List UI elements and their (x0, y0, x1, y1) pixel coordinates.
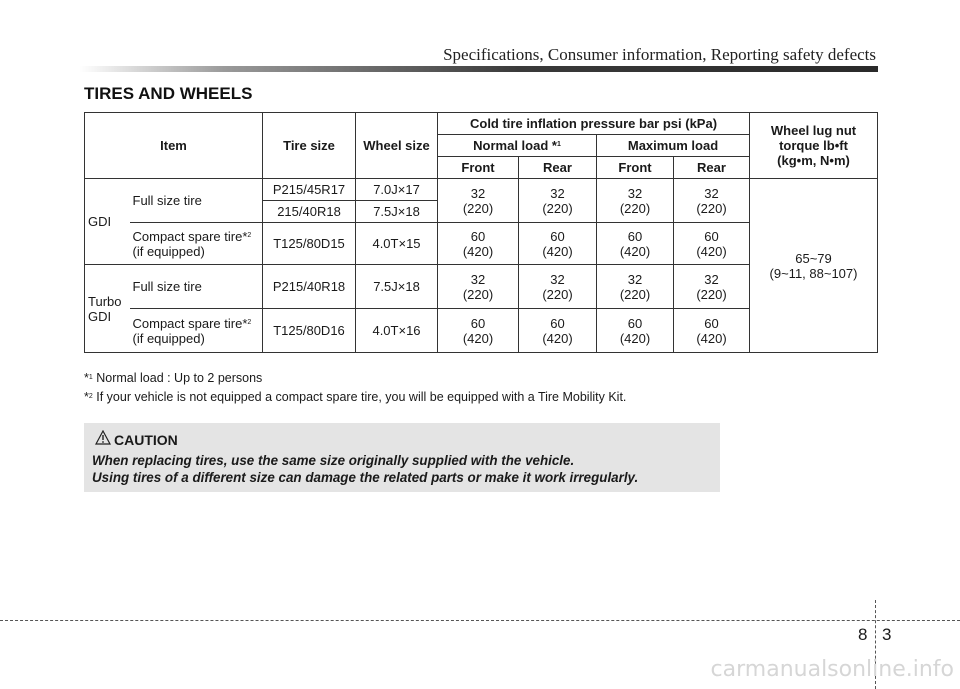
row-full-size-label: Full size tire (130, 179, 263, 223)
compact-label: Compact spare tire* (132, 315, 248, 331)
caution-box (84, 423, 720, 492)
header-lug-torque (750, 113, 878, 179)
kpa-value: (420) (542, 243, 573, 259)
compact-if-equipped: (if equipped) (132, 243, 205, 259)
row-compact-label (130, 223, 263, 265)
table-cell (438, 179, 519, 223)
table-cell: 4.0T×15 (356, 223, 438, 265)
row-compact-label (130, 309, 263, 353)
table-cell (674, 179, 750, 223)
watermark: carmanualsonline.info (710, 657, 954, 682)
table-cell (597, 179, 674, 223)
page-title: TIRES AND WHEELS (84, 84, 253, 103)
caution-title: CAUTION (114, 432, 178, 448)
psi-value: 60 (704, 315, 719, 331)
header-lug-line1: Wheel lug nut (770, 123, 857, 138)
footnotes (84, 369, 626, 407)
psi-value: 32 (470, 185, 486, 201)
caution-body (92, 452, 718, 486)
table-cell: 4.0T×16 (356, 309, 438, 353)
table-cell: 215/40R18 (263, 201, 356, 223)
lug-torque-value (750, 179, 878, 353)
psi-value: 60 (470, 315, 486, 331)
psi-value: 60 (550, 315, 565, 331)
psi-value: 32 (550, 185, 565, 201)
compact-label: Compact spare tire* (132, 228, 248, 244)
page-number: 3 (882, 625, 892, 644)
kpa-value: (420) (462, 330, 494, 346)
footnote-2 (84, 388, 626, 407)
row-full-size-label: Full size tire (130, 265, 263, 309)
normal-load-label: Normal load * (473, 138, 557, 153)
header-normal-load (438, 135, 597, 157)
table-cell (597, 223, 674, 265)
psi-value: 32 (550, 271, 565, 287)
header-rear-normal: Rear (519, 157, 597, 179)
header-rear-max: Rear (674, 157, 750, 179)
kpa-value: (220) (542, 286, 573, 302)
footnote-text: Normal load : Up to 2 persons (92, 371, 263, 385)
table-cell (674, 223, 750, 265)
turbo-label: Turbo (88, 293, 122, 309)
kpa-value: (220) (619, 200, 651, 216)
table-cell (674, 265, 750, 309)
kpa-value: (420) (462, 243, 494, 259)
row-group-turbo-gdi (85, 265, 130, 353)
kpa-value: (220) (696, 286, 727, 302)
psi-value: 60 (550, 228, 565, 244)
table-cell (519, 223, 597, 265)
kpa-value: (220) (462, 200, 494, 216)
kpa-value: (220) (696, 200, 727, 216)
header-front-normal: Front (438, 157, 519, 179)
header-max-load: Maximum load (597, 135, 750, 157)
header-cold-pressure: Cold tire inflation pressure bar psi (kPa) (438, 113, 750, 135)
psi-value: 32 (627, 185, 643, 201)
caution-line-2: Using tires of a different size can damage the related parts or make it work irregularly. (92, 470, 639, 485)
lug-value-line2: (9~11, 88~107) (769, 265, 858, 281)
footnote-1 (84, 369, 626, 388)
kpa-value: (420) (542, 330, 573, 346)
header-tire-size: Tire size (263, 113, 356, 179)
footer-rule (0, 620, 960, 621)
compact-sup: 2 (247, 231, 252, 239)
header-lug-line2: torque lb•ft (779, 138, 848, 153)
psi-value: 60 (470, 228, 486, 244)
section-header: Specifications, Consumer information, Reporting safety defects (443, 45, 876, 64)
kpa-value: (220) (542, 200, 573, 216)
psi-value: 32 (627, 271, 643, 287)
psi-value: 32 (704, 271, 719, 287)
table-cell (438, 309, 519, 353)
compact-sup: 2 (247, 318, 252, 326)
row-group-gdi: GDI (85, 179, 130, 265)
kpa-value: (220) (619, 286, 651, 302)
chapter-number: 8 (858, 625, 868, 644)
table-cell: P215/45R17 (263, 179, 356, 201)
psi-value: 32 (704, 185, 719, 201)
table-cell: P215/40R18 (263, 265, 356, 309)
table-cell: 7.5J×18 (356, 201, 438, 223)
kpa-value: (420) (696, 243, 727, 259)
table-cell: 7.0J×17 (356, 179, 438, 201)
turbo-gdi-label: GDI (88, 308, 112, 324)
header-lug-line3: (kg•m, N•m) (777, 153, 850, 168)
table-cell: 7.5J×18 (356, 265, 438, 309)
table-cell (438, 223, 519, 265)
lug-value-line1: 65~79 (795, 250, 832, 266)
table-cell (597, 309, 674, 353)
table-cell: T125/80D15 (263, 223, 356, 265)
table-cell (438, 265, 519, 309)
kpa-value: (420) (619, 330, 651, 346)
header-front-max: Front (597, 157, 674, 179)
psi-value: 60 (704, 228, 719, 244)
header-item: Item (85, 113, 263, 179)
header-wheel-size: Wheel size (356, 113, 438, 179)
kpa-value: (220) (462, 286, 494, 302)
kpa-value: (420) (619, 243, 651, 259)
psi-value: 32 (470, 271, 486, 287)
footnote-mark: * (84, 390, 89, 404)
table-cell (519, 179, 597, 223)
kpa-value: (420) (696, 330, 727, 346)
table-cell (519, 265, 597, 309)
table-cell (674, 309, 750, 353)
psi-value: 60 (627, 315, 643, 331)
caution-line-1: When replacing tires, use the same size originally supplied with the vehicle. (92, 453, 575, 468)
footnote-mark: * (84, 371, 89, 385)
normal-load-sup: 1 (556, 141, 561, 148)
footnote-sup: 1 (88, 374, 93, 381)
footnote-text: If your vehicle is not equipped a compact spare tire, you will be equipped with a Tire Mobility Kit. (92, 390, 627, 404)
table-cell (597, 265, 674, 309)
psi-value: 60 (627, 228, 643, 244)
footnote-sup: 2 (88, 393, 93, 400)
warning-triangle-icon (95, 430, 111, 445)
compact-if-equipped: (if equipped) (132, 330, 205, 346)
header-rule (80, 66, 878, 72)
tires-wheels-table (84, 112, 878, 353)
table-cell (519, 309, 597, 353)
table-cell: T125/80D16 (263, 309, 356, 353)
